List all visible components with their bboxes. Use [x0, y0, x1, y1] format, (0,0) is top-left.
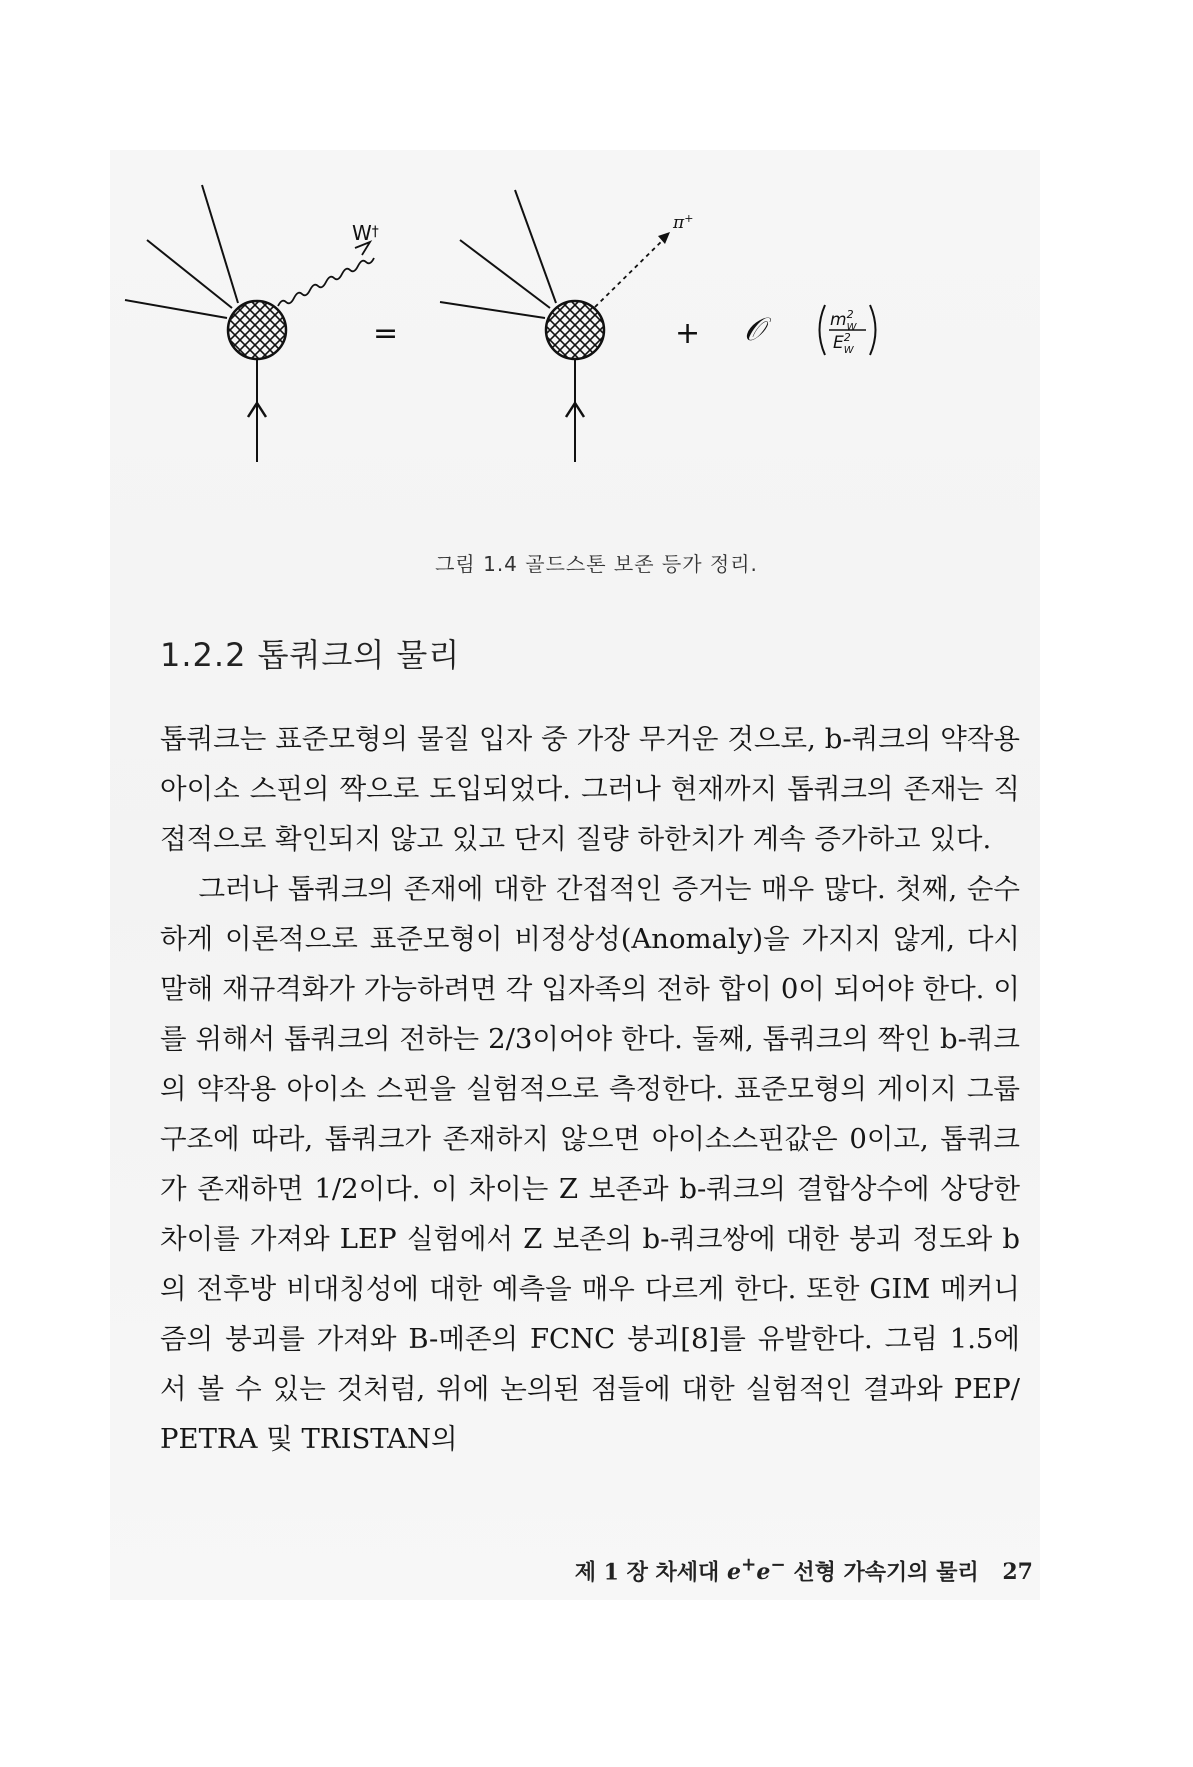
- paragraph-2: 그러나 톱쿼크의 존재에 대한 간접적인 증거는 매우 많다. 첫째, 순수하게 이론적으로 표준모형이 비정상성(Anomaly)을 가지지 않게, 다시 말해 재규격화가 가능하려면 각 입자족의 전하 합이 0이 되어야 한다. 이를 위해서 톱쿼크의 전하는 2/3이어야 한다. 둘째, 톱쿼크의 짝인 b-쿼크의 약작용 아이소 스핀을 실험적으로 측정한다. 표준모형의 게이지 그룹 구조에 따라, 톱쿼크가 존재하지 않으면 아이소스핀값은 0이고, 톱쿼크가 존재하면 1/2이다. 이 차이는 Z 보존과 b-쿼크의 결합상수에 상당한 차이를 가져와 LEP 실험에서 Z 보존의 b-쿼크쌍에 대한 붕괴 정도와 b의 전후방 비대칭성에 대한 예측을 매우 다르게 한다. 또한 GIM 메커니즘의 붕괴를 가져와 B-메존의 FCNC 붕괴[8]를 유발한다. 그림 1.5에서 볼 수 있는 것처럼, 위에 논의된 점들에 대한 실험적인 결과와 PEP/ PETRA 및 TRISTAN의: [160, 873, 1020, 1455]
- body-text: [160, 714, 1020, 1464]
- order-factor: [820, 305, 876, 356]
- left-blob: [228, 301, 286, 359]
- left-feynman-diagram: [125, 185, 379, 462]
- right-leg-3: [440, 302, 545, 318]
- footer-ee: e+e−: [726, 1555, 786, 1586]
- w-boson-wavy-line: [278, 258, 374, 306]
- left-leg-2: [147, 240, 232, 308]
- section-heading: 1.2.2 톱쿼크의 물리: [160, 636, 461, 674]
- svg-text:m2W: $m^2$ W: [830, 308, 857, 333]
- right-blob: [546, 301, 604, 359]
- equals-sign: =: [373, 316, 399, 351]
- left-paren: [820, 305, 826, 355]
- page-footer: [575, 1555, 1033, 1586]
- figure-caption: 그림 1.4 골드스톤 보존 등가 정리.: [435, 552, 758, 576]
- goldstone-equivalence-diagram: [120, 180, 1020, 530]
- footer-title: 선형 가속기의 물리: [793, 1559, 979, 1586]
- big-o-symbol: 𝒪: [744, 310, 765, 348]
- pion-dashed-line: [595, 235, 668, 307]
- pion-label: π: [673, 213, 685, 233]
- svg-text:E2W: $E^2$ W: [833, 331, 854, 356]
- factor-numerator: m: [830, 310, 847, 330]
- paragraph-1: 톱쿼크는 표준모형의 물질 입자 중 가장 무거운 것으로, b-쿼크의 약작용 아이소 스핀의 짝으로 도입되었다. 그러나 현재까지 톱쿼크의 존재는 직접적으로 확인되지 않고 있고 단지 질량 하한치가 계속 증가하고 있다.: [160, 723, 1020, 855]
- footer-chapter: 제 1 장 차세대: [574, 1559, 720, 1586]
- right-feynman-diagram: [440, 190, 693, 462]
- page-number: 27: [1002, 1559, 1033, 1586]
- factor-denominator: E: [833, 333, 844, 353]
- w-label: W: [352, 221, 372, 245]
- left-leg-1: [202, 185, 238, 303]
- right-paren: [870, 305, 876, 355]
- svg-text:W†: W†: [352, 221, 379, 245]
- left-leg-3: [125, 300, 227, 318]
- plus-sign: +: [675, 316, 701, 351]
- svg-text:π+: π+: [673, 212, 694, 233]
